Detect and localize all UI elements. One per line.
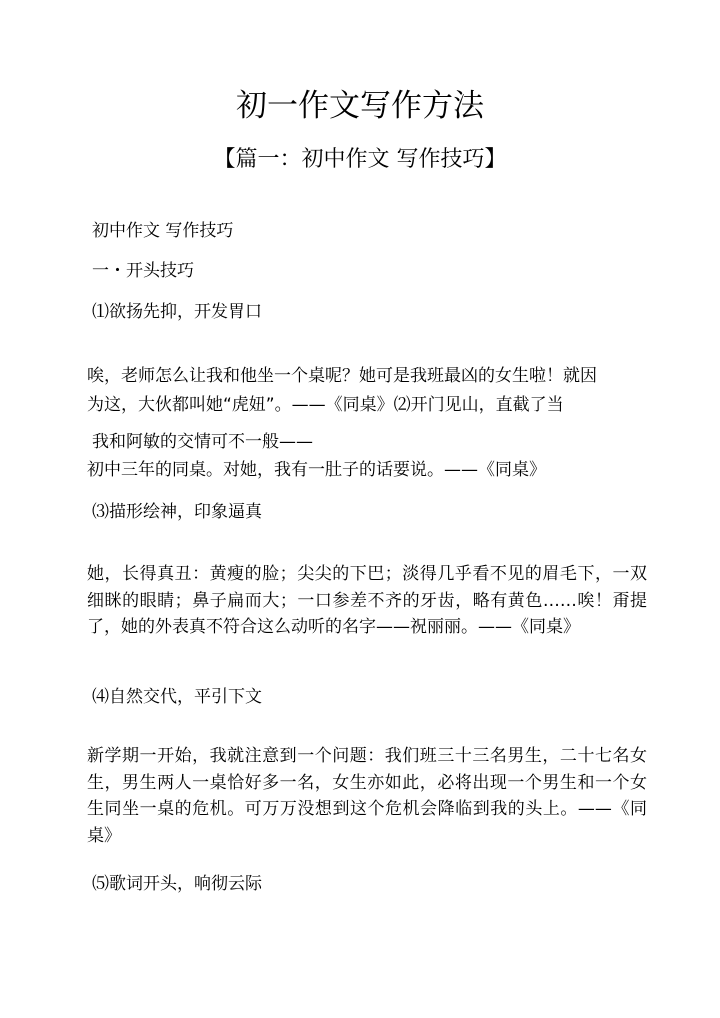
section-heading: 初中作文 写作技巧 — [92, 221, 234, 241]
item1-heading: ⑴欲扬先抑，开发胃口 — [92, 302, 262, 322]
item5-heading: ⑸歌词开头，响彻云际 — [92, 874, 262, 894]
document-title: 初一作文写作方法 — [236, 88, 484, 124]
item3-body: 她，长得真丑：黄瘦的脸；尖尖的下巴；淡得几乎看不见的眉毛下，一双细眯的眼睛；鼻子扁而大；一口参差不齐的牙齿，略有黄色……唉！甭提了，她的外表真不符合这么动听的名字——祝丽丽。——《同桌》 — [87, 564, 647, 637]
item4-heading: ⑷自然交代，平引下文 — [92, 687, 262, 707]
item2-body-line1: 我和阿敏的交情可不一般—— — [92, 432, 313, 452]
item1-body-line2: 为这，大伙都叫她“虎妞”。——《同桌》⑵开门见山，直截了当 — [87, 395, 564, 415]
part-heading: 一・开头技巧 — [92, 261, 194, 281]
item3-heading: ⑶描形绘神，印象逼真 — [92, 502, 262, 522]
item1-body-line1: 唉，老师怎么让我和他坐一个桌呢？她可是我班最凶的女生啦！就因 — [87, 366, 597, 386]
document-subtitle: 【篇一：初中作文 写作技巧】 — [213, 147, 507, 172]
item4-body: 新学期一开始，我就注意到一个问题：我们班三十三名男生，二十七名女生，男生两人一桌恰好多一名，女生亦如此，必将出现一个男生和一个女生同坐一桌的危机。可万万没想到这个危机会降临到我的头上。——《同桌》 — [87, 746, 647, 846]
item2-body-line2: 初中三年的同桌。对她，我有一肚子的话要说。——《同桌》 — [87, 460, 546, 480]
